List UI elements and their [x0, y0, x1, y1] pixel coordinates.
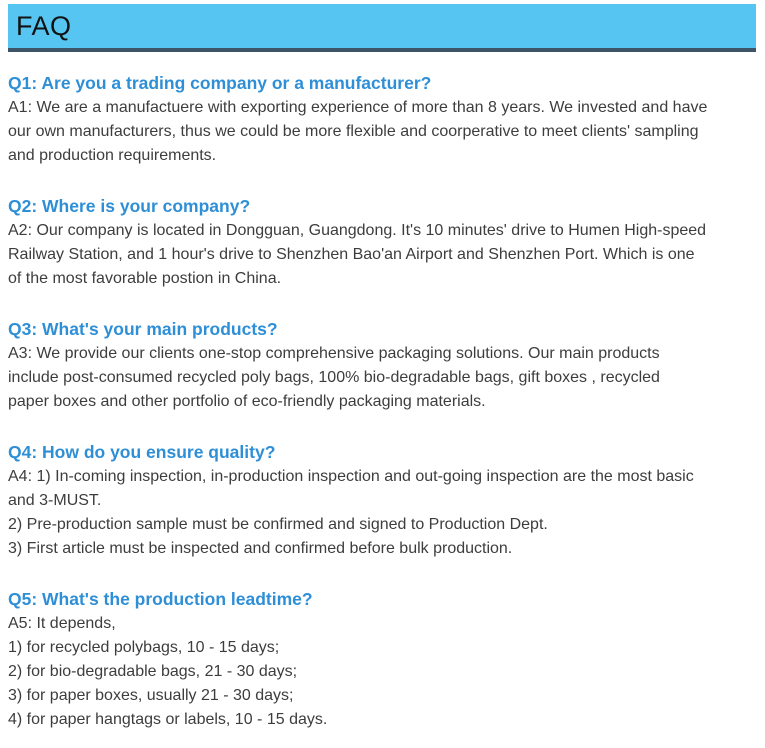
faq-answer-line: 4) for paper hangtags or labels, 10 - 15 days. — [8, 711, 328, 728]
faq-answer — [8, 342, 756, 414]
faq-answer-line: 2) Pre-production sample must be confirmed and signed to Production Dept. — [8, 516, 548, 533]
faq-question: Q4: How do you ensure quality? — [8, 442, 276, 462]
faq-answer-line: our own manufacturers, thus we could be more flexible and coorperative to meet clients' sampling — [8, 123, 699, 140]
section-title: FAQ — [16, 10, 72, 41]
faq-question: Q5: What's the production leadtime? — [8, 589, 313, 609]
faq-answer-line: A1: We are a manufactuere with exporting experience of more than 8 years. We invested and have — [8, 99, 708, 116]
faq-answer-line: and production requirements. — [8, 147, 217, 164]
faq-answer-line: A4: 1) In-coming inspection, in-production inspection and out-going inspection are the most basic — [8, 468, 694, 485]
faq-item — [8, 195, 756, 291]
faq-answer-line: A3: We provide our clients one-stop comprehensive packaging solutions. Our main products — [8, 345, 660, 362]
faq-answer — [8, 612, 756, 732]
faq-answer-line: and 3-MUST. — [8, 492, 102, 509]
faq-answer — [8, 465, 756, 561]
faq-answer-line: 2) for bio-degradable bags, 21 - 30 days; — [8, 663, 298, 680]
faq-answer-line: of the most favorable postion in China. — [8, 270, 282, 287]
faq-answer-line: 3) for paper boxes, usually 21 - 30 days; — [8, 687, 294, 704]
faq-item — [8, 72, 756, 168]
faq-answer-line: Railway Station, and 1 hour's drive to Shenzhen Bao'an Airport and Shenzhen Port. Which is one — [8, 246, 695, 263]
faq-answer-line: A5: It depends, — [8, 615, 116, 632]
faq-answer — [8, 219, 756, 291]
faq-answer-line: A2: Our company is located in Dongguan, Guangdong. It's 10 minutes' drive to Humen High-speed — [8, 222, 707, 239]
faq-question: Q3: What's your main products? — [8, 319, 278, 339]
faq-question: Q1: Are you a trading company or a manufacturer? — [8, 73, 432, 93]
faq-answer-line: include post-consumed recycled poly bags, 100% bio-degradable bags, gift boxes , recycled — [8, 369, 660, 386]
section-header-bar — [8, 4, 756, 52]
faq-answer-line: 3) First article must be inspected and confirmed before bulk production. — [8, 540, 513, 557]
faq-answer — [8, 96, 756, 168]
faq-item — [8, 318, 756, 414]
faq-item — [8, 441, 756, 561]
faq-list — [8, 52, 756, 732]
faq-answer-line: 1) for recycled polybags, 10 - 15 days; — [8, 639, 280, 656]
faq-item — [8, 588, 756, 732]
faq-question: Q2: Where is your company? — [8, 196, 251, 216]
faq-answer-line: paper boxes and other portfolio of eco-friendly packaging materials. — [8, 393, 486, 410]
